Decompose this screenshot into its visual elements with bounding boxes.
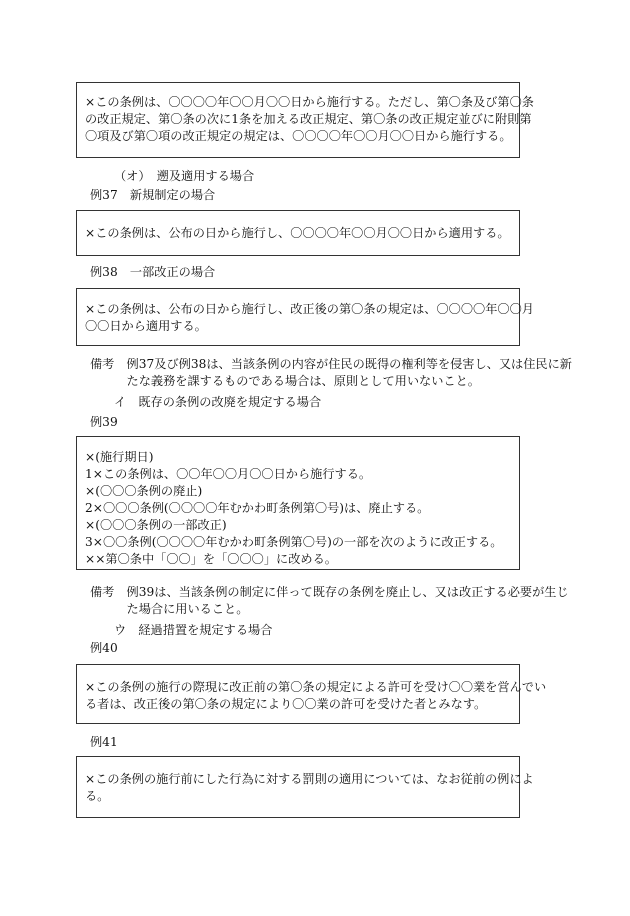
example-38-label: 例38 一部改正の場合	[90, 265, 216, 279]
example-37-box	[76, 210, 520, 256]
clause-line: 〇〇日から適用する。	[85, 319, 207, 333]
example-40-box	[76, 664, 547, 724]
clause-line: ×(〇〇〇条例の一部改正)	[85, 518, 227, 532]
clause-line: る。	[85, 789, 110, 803]
note-line: た場合に用いること。	[90, 602, 249, 616]
example-41-box	[76, 756, 534, 818]
section-heading-retroactive: （オ） 遡及適用する場合	[114, 169, 255, 183]
example-41-label: 例41	[90, 735, 118, 749]
note-37-38	[90, 356, 572, 390]
clause-line: ×(〇〇〇条例の廃止)	[85, 484, 203, 498]
clause-line: 3×〇〇条例(〇〇〇〇年むかわ町条例第〇号)の一部を次のように改正する。	[85, 535, 503, 549]
example-39-box	[76, 436, 520, 570]
section-heading-amend-repeal: イ 既存の条例の改廃を規定する場合	[114, 395, 322, 409]
clause-line: ×(施行期日)	[85, 450, 154, 464]
clause-line: ×この条例は、〇〇〇〇年〇〇月〇〇日から施行する。ただし、第〇条及び第〇条	[85, 95, 534, 109]
example-39-label: 例39	[90, 415, 118, 429]
clause-box-enforcement	[76, 82, 534, 158]
example-38-box	[76, 288, 534, 346]
clause-line: ××第〇条中「〇〇」を「〇〇〇」に改める。	[85, 552, 337, 566]
note-39	[90, 584, 569, 618]
clause-line: ×この条例の施行前にした行為に対する罰則の適用については、なお従前の例によ	[85, 772, 534, 786]
example-37-label: 例37 新規制定の場合	[90, 188, 216, 202]
clause-line: 1×この条例は、〇〇年〇〇月〇〇日から施行する。	[85, 467, 372, 481]
note-line: 備考 例37及び例38は、当該条例の内容が住民の既得の権利等を侵害し、又は住民に新	[90, 357, 572, 371]
clause-line: ×この条例は、公布の日から施行し、改正後の第〇条の規定は、〇〇〇〇年〇〇月	[85, 302, 534, 316]
clause-line: ×この条例の施行の際現に改正前の第〇条の規定による許可を受け〇〇業を営んでい	[85, 680, 547, 694]
note-line: たな義務を課するものである場合は、原則として用いないこと。	[90, 374, 480, 388]
clause-line: の改正規定、第〇条の次に1条を加える改正規定、第〇条の改正規定並びに附則第	[85, 112, 532, 126]
example-40-label: 例40	[90, 641, 118, 655]
clause-line: ×この条例は、公布の日から施行し、〇〇〇〇年〇〇月〇〇日から適用する。	[85, 226, 510, 240]
clause-line: る者は、改正後の第〇条の規定により〇〇業の許可を受けた者とみなす。	[85, 697, 487, 711]
note-line: 備考 例39は、当該条例の制定に伴って既存の条例を廃止し、又は改正する必要が生じ	[90, 585, 569, 599]
clause-line: 〇項及び第〇項の改正規定の規定は、〇〇〇〇年〇〇月〇〇日から施行する。	[85, 129, 512, 143]
section-heading-transitional: ウ 経過措置を規定する場合	[114, 623, 273, 637]
clause-line: 2×〇〇〇条例(〇〇〇〇年むかわ町条例第〇号)は、廃止する。	[85, 501, 430, 515]
